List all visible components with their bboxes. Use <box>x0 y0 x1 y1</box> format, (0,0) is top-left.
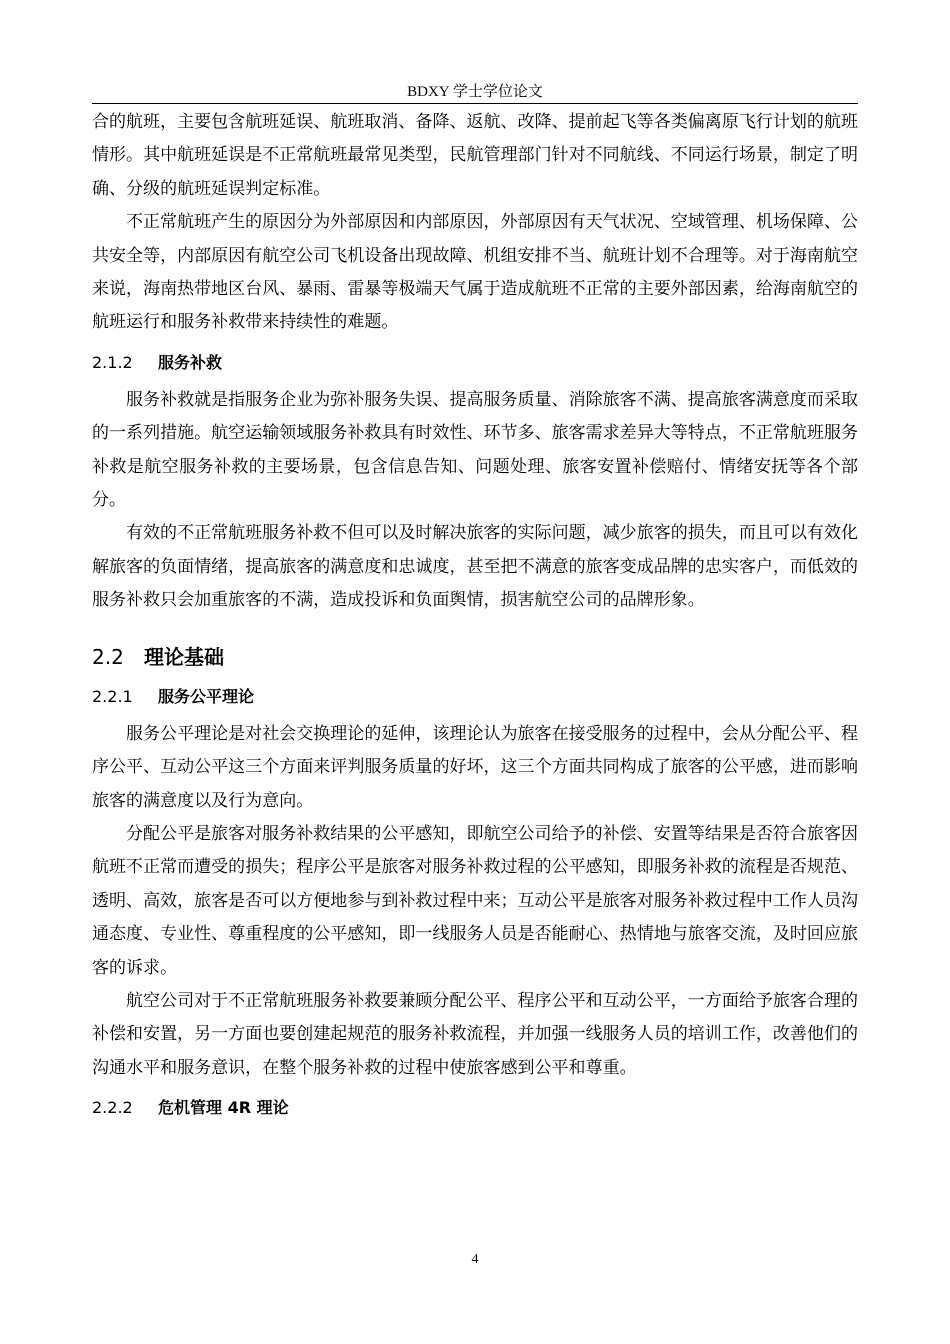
section-title: 理论基础 <box>144 644 224 669</box>
section-number: 2.2 <box>92 644 124 669</box>
section-title: 危机管理 4R 理论 <box>158 1098 289 1118</box>
section-heading-2-2 <box>92 644 858 670</box>
section-heading-2-1-2 <box>92 352 858 374</box>
paragraph-continued: 合的航班，主要包含航班延误、航班取消、备降、返航、改降、提前起飞等各类偏离原飞行计划的航班情形。其中航班延误是不正常航班最常见类型，民航管理部门针对不同航线、不同运行场景，制定了明确、分级的航班延误判定标准。 <box>92 112 858 199</box>
paragraph-airline-fairness-practice: 航空公司对于不正常航班服务补救要兼顾分配公平、程序公平和互动公平，一方面给予旅客合理的补偿和安置，另一方面也要创建起规范的服务补救流程，并加强一线服务人员的培训工作，改善他们的沟通水平和服务意识，在整个服务补救的过程中使旅客感到公平和尊重。 <box>92 990 858 1078</box>
paragraph-service-recovery-effect: 有效的不正常航班服务补救不但可以及时解决旅客的实际问题，减少旅客的损失，而且可以有效化解旅客的负面情绪，提高旅客的满意度和忠诚度，甚至把不满意的旅客变成品牌的忠实客户，而低效的服务补救只会加重旅客的不满，造成投诉和负面舆情，损害航空公司的品牌形象。 <box>92 523 858 611</box>
section-heading-2-2-2 <box>92 1097 858 1119</box>
section-title: 服务补救 <box>158 352 223 372</box>
paragraph-service-fairness-theory: 服务公平理论是对社会交换理论的延伸，该理论认为旅客在接受服务的过程中，会从分配公平、程序公平、互动公平这三个方面来评判服务质量的好坏，这三个方面共同构成了旅客的公平感，进而影响旅客的满意度以及行为意向。 <box>92 723 858 811</box>
header-rule <box>92 103 858 104</box>
paragraph-fairness-dimensions: 分配公平是旅客对服务补救结果的公平感知，即航空公司给予的补偿、安置等结果是否符合旅客因航班不正常而遭受的损失；程序公平是旅客对服务补救过程的公平感知，即服务补救的流程是否规范、透明、高效，旅客是否可以方便地参与到补救过程中来；互动公平是旅客对服务补救过程中工作人员沟通态度、专业性、尊重程度的公平感知，即一线服务人员是否能耐心、热情地与旅客交流，及时回应旅客的诉求。 <box>92 823 858 978</box>
section-heading-2-2-1 <box>92 686 858 708</box>
paragraph-service-recovery-definition: 服务补救就是指服务企业为弥补服务失误、提高服务质量、消除旅客不满、提高旅客满意度而采取的一系列措施。航空运输领域服务补救具有时效性、环节多、旅客需求差异大等特点，不正常航班服务补救是航空服务补救的主要场景，包含信息告知、问题处理、旅客安置补偿赔付、情绪安抚等各个部分。 <box>92 389 858 511</box>
section-title: 服务公平理论 <box>158 686 255 706</box>
page-number: 4 <box>471 1252 479 1267</box>
section-number: 2.2.2 <box>92 1098 133 1118</box>
running-header: BDXY 学士学位论文 <box>407 84 543 100</box>
section-number: 2.1.2 <box>92 352 133 372</box>
section-number: 2.2.1 <box>92 686 133 706</box>
page-body <box>92 106 858 1119</box>
paragraph-irregular-flight-causes: 不正常航班产生的原因分为外部原因和内部原因，外部原因有天气状况、空域管理、机场保障、公共安全等，内部原因有航空公司飞机设备出现故障、机组安排不当、航班计划不合理等。对于海南航空来说，海南热带地区台风、暴雨、雷暴等极端天气属于造成航班不正常的主要外部因素，给海南航空的航班运行和服务补救带来持续性的难题。 <box>92 212 858 333</box>
